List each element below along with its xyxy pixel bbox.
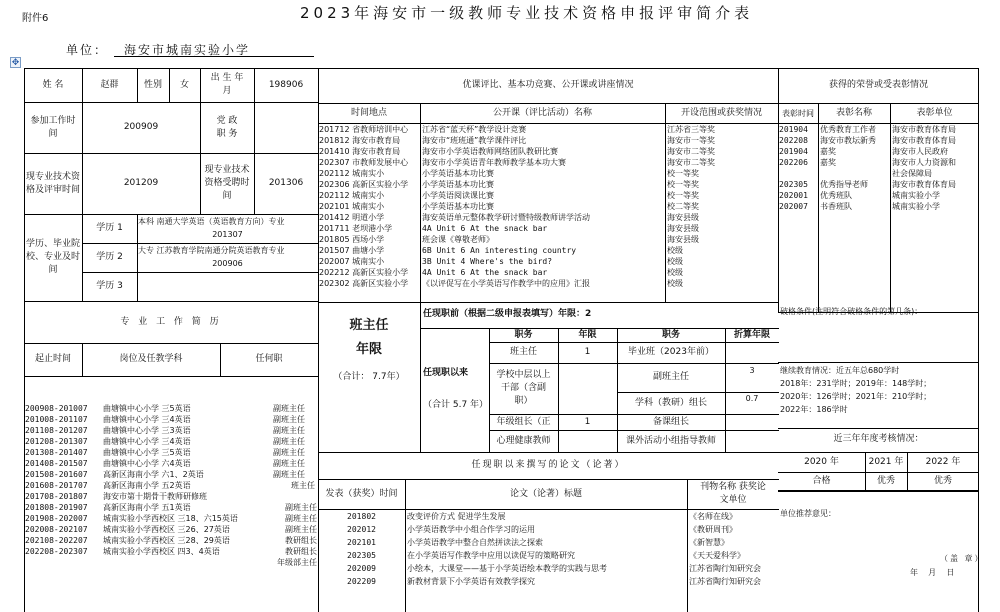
party-label: 党 政 职 务 (216, 115, 238, 139)
papers-col-journal: 刊物名称 获奖论文单位 (700, 482, 766, 505)
competition-row: 202112 城南实小 小学英语阅读课比赛 校一等奖 (319, 191, 699, 200)
assessment-year-2020: 2020 年 (804, 456, 839, 467)
birth-label: 出 生 年 月 (210, 73, 244, 96)
competition-row: 202101 城南实小 小学英语基本功比赛 校二等奖 (319, 202, 699, 211)
honors-col-date: 表彰时间 (782, 108, 814, 118)
hire-value: 201306 (268, 178, 304, 188)
paper-row: 202101 小学英语教学中整合自然拼读法之探索 《新智慧》 (347, 538, 729, 547)
ht-duty: 年级组长（正 (496, 416, 551, 427)
papers-col-date: 发表（获奖）时间 (325, 488, 398, 499)
honor-row: 201904 嘉奖 海安市人民政府 (779, 147, 948, 156)
ht-duty: 毕业班（2023年前） (628, 347, 714, 357)
resume-row: 201408-201507 曲塘镇中心小学 六4英语 副班主任 (25, 459, 305, 468)
ht-years: 1 (584, 416, 591, 427)
competition-row: 201412 明道小学 海安英语单元整体教学研讨暨特级教师讲学活动 海安县级 (319, 213, 699, 222)
resume-row: 201108-201207 曲塘镇中心小学 三3英语 副班主任 (25, 426, 305, 435)
honor-row: 社会保障局 (892, 169, 932, 178)
competitions-title: 优课评比、基本功竞赛、公开课或讲座情况 (462, 80, 634, 90)
ht-col-years2: 折算年限 (733, 329, 770, 340)
ht-years (725, 342, 779, 363)
resume-row: 年级部主任 (277, 558, 317, 567)
resume-col-position: 岗位及任教学科 (119, 354, 183, 364)
resume-row: 201708-201807 海安市第十期骨干教师研修班 (25, 492, 207, 501)
honors-title: 获得的荣誉或受表彰情况 (828, 80, 928, 90)
competitions-col-time-place: 时间地点 (350, 107, 387, 118)
honor-row: 202206 嘉奖 海安市人力资源和 (779, 158, 956, 167)
competition-row: 201812 海安市教育局 海安市“班班通”教学课件评比 海安市一等奖 (319, 136, 715, 145)
seal-label: （盖 章） (940, 554, 985, 563)
competition-row: 201712 省教师培训中心 江苏省“蓝天杯”教学设计竞赛 江苏省三等奖 (319, 125, 715, 134)
resume-row: 202008-202107 城南实验小学西校区 三26、27英语 副班主任 (25, 525, 317, 534)
gender-value: 女 (179, 79, 189, 90)
ht-years: 3 (749, 366, 755, 375)
hire-label: 现专业技术资格受聘时间 (204, 165, 250, 201)
party-value (254, 102, 318, 153)
competition-row: 201805 西场小学 班会课《尊敬老师》 海安县级 (319, 235, 699, 244)
table-move-handle-icon[interactable]: ✥ (11, 58, 20, 68)
resume-row: 201808-201907 高新区海南小学 五1英语 副班主任 (25, 503, 317, 512)
competitions-col-result: 开设范围或获奖情况 (680, 107, 762, 118)
ht-duty: 班主任 (509, 347, 537, 357)
birth-value: 198906 (268, 79, 304, 90)
resume-row: 202208-202307 城南实验小学西校区 四3、4英语 教研组长 (25, 547, 317, 556)
competition-row: 202007 城南实小 3B Unit 4 Where's the bird? 校级 (319, 257, 683, 266)
competition-row: 201711 老坝港小学 4A Unit 6 At the snack bar 海安县级 (319, 224, 699, 233)
honor-row: 201904 优秀教育工作者 海安市教育体育局 (779, 125, 956, 134)
paper-row: 202009 小绘本，大课堂——基于小学英语绘本教学的实践与思考 江苏省陶行知研究会 (347, 564, 761, 573)
assessment-result-2022: 优秀 (933, 475, 952, 486)
resume-title: 专 业 工 作 简 历 (120, 316, 222, 327)
ht-duty: 备课组长 (652, 416, 689, 427)
education-3-value (137, 272, 318, 301)
honors-col-name: 表彰名称 (835, 107, 872, 118)
competition-row: 202302 高新区实验小学 《以评促写在小学英语写作教学中的应用》汇报 校级 (319, 279, 683, 288)
education-1-value: 本科 南通大学英语（英语教育方向）专业 201307 (138, 217, 285, 239)
honor-row: 202208 海安市教坛新秀 海安市教育体育局 (779, 136, 956, 145)
assessment-result-2020: 合格 (812, 475, 831, 486)
competition-row: 202212 高新区实验小学 4A Unit 6 At the snack bar 校级 (319, 268, 683, 277)
before-current-years: 任现职前（根据二级申报表填写）年限：2 (423, 309, 592, 319)
ht-duty: 副班主任 (652, 372, 689, 382)
page-title: 2023年海安市一级教师专业技术资格申报评审简介表 (300, 4, 754, 22)
resume-row: 201608-201707 高新区海南小学 五2英语 班主任 (25, 481, 315, 490)
paper-row: 201802 改变评价方式 促进学生发展 《名师在线》 (347, 512, 737, 521)
education-2-label: 学历 2 (96, 252, 123, 262)
honors-list (779, 124, 979, 212)
resume-row: 201208-201307 曲塘镇中心小学 三4英语 副班主任 (25, 437, 305, 446)
resume-row: 201508-201607 高新区海南小学 六1、2英语 副班主任 (25, 470, 305, 479)
continuing-education: 继续教育情况：近五年总680学时 2018年：231学时；2019年：148学时； 2020年：126学时；2021年：210学时； 2022年：186学时 (780, 366, 932, 414)
papers-title: 任现职以来撰写的论文（论著） (471, 460, 626, 470)
resume-col-role: 任何职 (255, 354, 283, 364)
resume-row: 201908-202007 城南实验小学西校区 三18、六15英语 副班主任 (25, 514, 317, 523)
competition-row: 202112 城南实小 小学英语基本功比赛 校一等奖 (319, 169, 699, 178)
papers-list (318, 511, 779, 589)
paper-row: 202305 在小学英语写作教学中应用以读促写的策略研究 《天天爱科学》 (347, 551, 745, 560)
competition-row: 202307 市教师发展中心 海安市小学英语青年教师教学基本功大赛 海安市二等奖 (319, 158, 715, 167)
head-teacher-label-cell: 班主任 年限 （合计： 7.7年） (333, 318, 405, 382)
assessment-year-2022: 2022 年 (925, 456, 961, 467)
gender-label: 性别 (143, 79, 162, 90)
ht-duty: 学校中层以上干部（含副职） (496, 370, 551, 406)
work-start-value: 200909 (123, 122, 159, 132)
ht-duty: 学科（教研）组长 (634, 397, 707, 408)
paper-row: 202209 新教材背景下小学英语有效教学探究 江苏省陶行知研究会 (347, 577, 761, 586)
assessment-result-2021: 优秀 (876, 475, 895, 486)
competition-row: 202306 高新区实验小学 小学英语基本功比赛 校一等奖 (319, 180, 699, 189)
papers-col-title: 论文（论著）标题 (509, 488, 582, 499)
resume-col-period: 起止时间 (34, 354, 71, 364)
ht-col-years1: 年限 (578, 329, 597, 340)
education-1-label: 学历 1 (96, 223, 123, 233)
resume-row: 200908-201007 曲塘镇中心小学 三5英语 副班主任 (25, 404, 305, 413)
education-2-value: 大专 江苏教育学院南通分院英语教育专业 200906 (138, 246, 285, 268)
assessment-title: 近三年年度考核情况： (833, 434, 924, 444)
education-label: 学历、毕业院校、专业及时间 (26, 239, 81, 275)
honor-row: 202001 优秀班队 城南实验小学 (779, 191, 940, 200)
qualification-label: 现专业技术资格及评审时间 (26, 171, 81, 195)
ht-years (558, 363, 617, 414)
ht-col-duty2: 职务 (661, 329, 680, 340)
qualification-value: 201209 (123, 178, 159, 188)
resume-row: 201308-201407 曲塘镇中心小学 三5英语 副班主任 (25, 448, 305, 457)
ht-duty: 课外活动小组指导教师 (625, 435, 716, 446)
name-value: 赵群 (100, 79, 119, 90)
honors-col-unit: 表彰单位 (916, 107, 953, 118)
honor-row: 202305 优秀指导老师 海安市教育体育局 (779, 180, 956, 189)
unit-label: 单位： (66, 43, 109, 57)
attachment-label: 附件6 (22, 13, 49, 24)
recommendation-label: 单位推荐意见： (780, 509, 836, 518)
resume-list (25, 403, 317, 568)
competition-row: 201507 曲塘小学 6B Unit 6 An interesting country 校级 (319, 246, 683, 255)
ht-duty: 心理健康教师 (496, 435, 551, 446)
competitions-col-name: 公开课（评比活动）名称 (492, 107, 592, 118)
competition-row: 201410 海安市教育局 海安市小学英语教师网络团队教研比赛 海安市二等奖 (319, 147, 715, 156)
assessment-year-2021: 2021 年 (868, 456, 904, 467)
name-label: 姓 名 (42, 79, 64, 90)
ht-years: 1 (584, 347, 591, 357)
paper-row: 202012 小学英语教学中小组合作学习的运用 《教研周刊》 (347, 525, 737, 534)
resume-row: 202108-202207 城南实验小学西校区 三28、29英语 教研组长 (25, 536, 317, 545)
signature-date: 年 月 日 (910, 568, 955, 577)
education-3-label: 学历 3 (96, 281, 123, 291)
exceptional-label: 破格条件(注明符合破格条件的第几条)： (780, 307, 923, 316)
ht-col-duty1: 职务 (514, 329, 533, 340)
ht-years: 0.7 (745, 394, 759, 403)
work-start-label: 参加工作时间 (30, 115, 76, 139)
unit-value: 海安市城南实验小学 (114, 45, 314, 57)
resume-row: 201008-201107 曲塘镇中心小学 三4英语 副班主任 (25, 415, 305, 424)
competitions-list (319, 124, 777, 289)
honor-row: 202007 书香班队 城南实验小学 (779, 202, 940, 211)
since-current-cell: 任现职以来 （合计 5.7 年） (423, 368, 489, 410)
